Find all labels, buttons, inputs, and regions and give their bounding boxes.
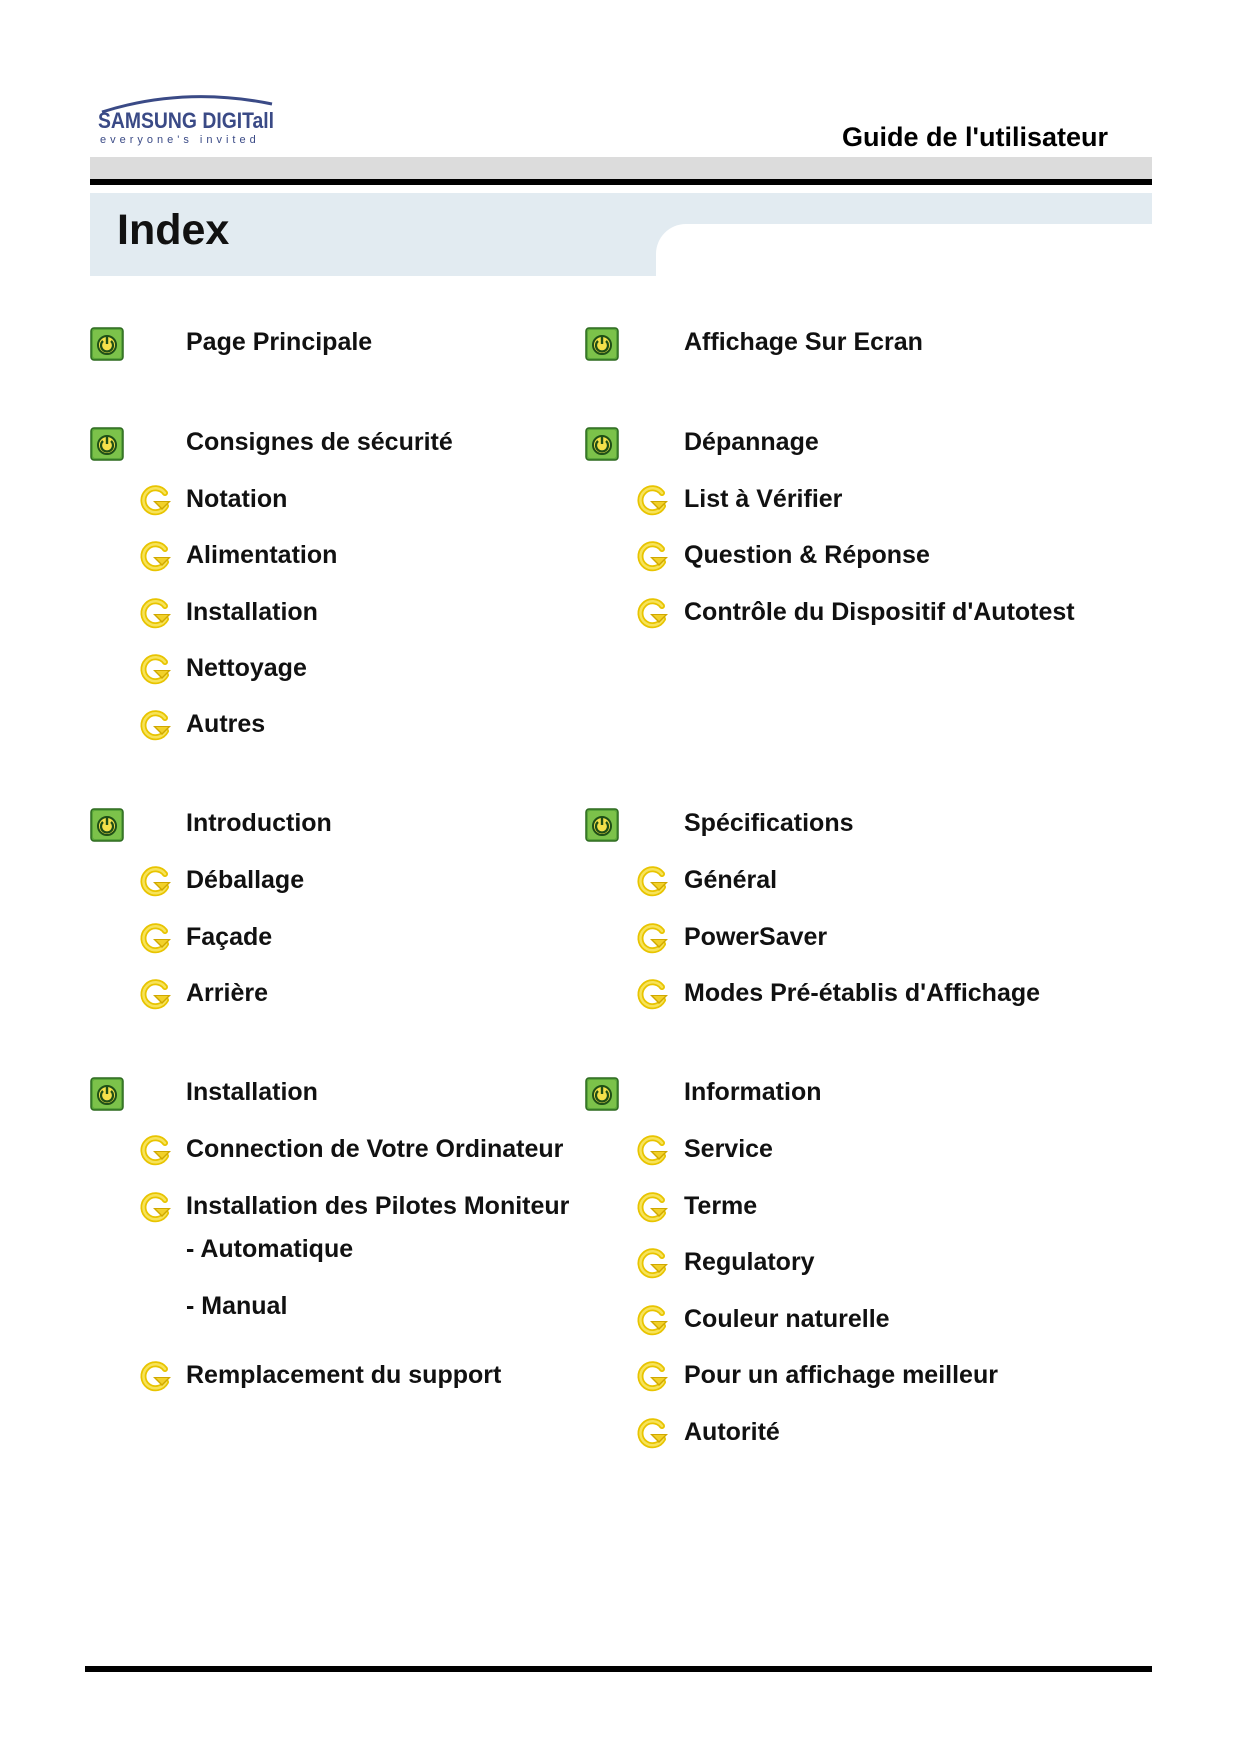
link-facade[interactable]: Façade — [186, 923, 273, 951]
arrow-icon — [138, 1134, 172, 1168]
arrow-icon — [635, 540, 669, 574]
link-general[interactable]: Général — [684, 866, 778, 894]
header-gray-bar — [90, 157, 1152, 179]
arrow-icon — [138, 922, 172, 956]
link-installation[interactable]: Installation — [186, 1078, 318, 1106]
link-powersaver[interactable]: PowerSaver — [684, 923, 828, 951]
link-arriere[interactable]: Arrière — [186, 979, 268, 1007]
arrow-icon — [635, 1134, 669, 1168]
link-autres[interactable]: Autres — [186, 710, 266, 738]
arrow-icon — [138, 597, 172, 631]
link-terme[interactable]: Terme — [684, 1192, 758, 1220]
power-icon[interactable] — [585, 427, 619, 461]
arrow-icon — [635, 1360, 669, 1394]
link-list-verifier[interactable]: List à Vérifier — [684, 485, 843, 513]
link-information[interactable]: Information — [684, 1078, 822, 1106]
arrow-icon — [138, 540, 172, 574]
link-question-reponse[interactable]: Question & Réponse — [684, 541, 930, 569]
link-manual[interactable]: - Manual — [186, 1292, 288, 1320]
samsung-logo — [94, 90, 284, 150]
link-nettoyage[interactable]: Nettoyage — [186, 654, 307, 682]
link-autorite[interactable]: Autorité — [684, 1418, 780, 1446]
link-depannage[interactable]: Dépannage — [684, 428, 819, 456]
arrow-icon — [138, 1191, 172, 1225]
link-alimentation[interactable]: Alimentation — [186, 541, 338, 569]
link-connection[interactable]: Connection de Votre Ordinateur — [186, 1135, 564, 1163]
header-black-rule — [90, 179, 1152, 185]
link-installation-safety[interactable]: Installation — [186, 598, 318, 626]
arrow-icon — [635, 1247, 669, 1281]
link-notation[interactable]: Notation — [186, 485, 288, 513]
power-icon[interactable] — [90, 427, 124, 461]
link-regulatory[interactable]: Regulatory — [684, 1248, 815, 1276]
link-remplacement[interactable]: Remplacement du support — [186, 1361, 502, 1389]
link-page-principale[interactable]: Page Principale — [186, 328, 373, 356]
power-icon[interactable] — [90, 327, 124, 361]
arrow-icon — [138, 653, 172, 687]
arrow-icon — [635, 978, 669, 1012]
link-introduction[interactable]: Introduction — [186, 809, 332, 837]
link-specifications[interactable]: Spécifications — [684, 809, 854, 837]
logo-tagline: everyone's invited — [100, 134, 260, 146]
arrow-icon — [138, 709, 172, 743]
arrow-icon — [635, 1304, 669, 1338]
page-title: Index — [117, 206, 230, 254]
title-band — [90, 193, 1152, 276]
arrow-icon — [138, 978, 172, 1012]
arrow-icon — [635, 484, 669, 518]
arrow-icon — [635, 922, 669, 956]
link-deballage[interactable]: Déballage — [186, 866, 305, 894]
link-couleur-naturelle[interactable]: Couleur naturelle — [684, 1305, 890, 1333]
link-controle-autotest[interactable]: Contrôle du Dispositif d'Autotest — [684, 598, 1075, 626]
arrow-icon — [635, 1417, 669, 1451]
arrow-icon — [635, 597, 669, 631]
link-service[interactable]: Service — [684, 1135, 773, 1163]
power-icon[interactable] — [90, 808, 124, 842]
arrow-icon — [138, 1360, 172, 1394]
arrow-icon — [138, 865, 172, 899]
arrow-icon — [635, 1191, 669, 1225]
guide-title: Guide de l'utilisateur — [842, 122, 1108, 152]
footer-rule — [85, 1666, 1152, 1672]
link-affichage-ecran[interactable]: Affichage Sur Ecran — [684, 328, 923, 356]
logo-text: SAMSUNG DIGITall — [98, 108, 275, 133]
power-icon[interactable] — [585, 327, 619, 361]
link-modes-preetablis[interactable]: Modes Pré-établis d'Affichage — [684, 979, 1041, 1007]
link-affichage-meilleur[interactable]: Pour un affichage meilleur — [684, 1361, 998, 1389]
link-consignes[interactable]: Consignes de sécurité — [186, 428, 453, 456]
power-icon[interactable] — [585, 808, 619, 842]
link-automatique[interactable]: - Automatique — [186, 1235, 354, 1263]
power-icon[interactable] — [90, 1077, 124, 1111]
arrow-icon — [635, 865, 669, 899]
link-pilotes[interactable]: Installation des Pilotes Moniteur — [186, 1192, 570, 1220]
arrow-icon — [138, 484, 172, 518]
power-icon[interactable] — [585, 1077, 619, 1111]
